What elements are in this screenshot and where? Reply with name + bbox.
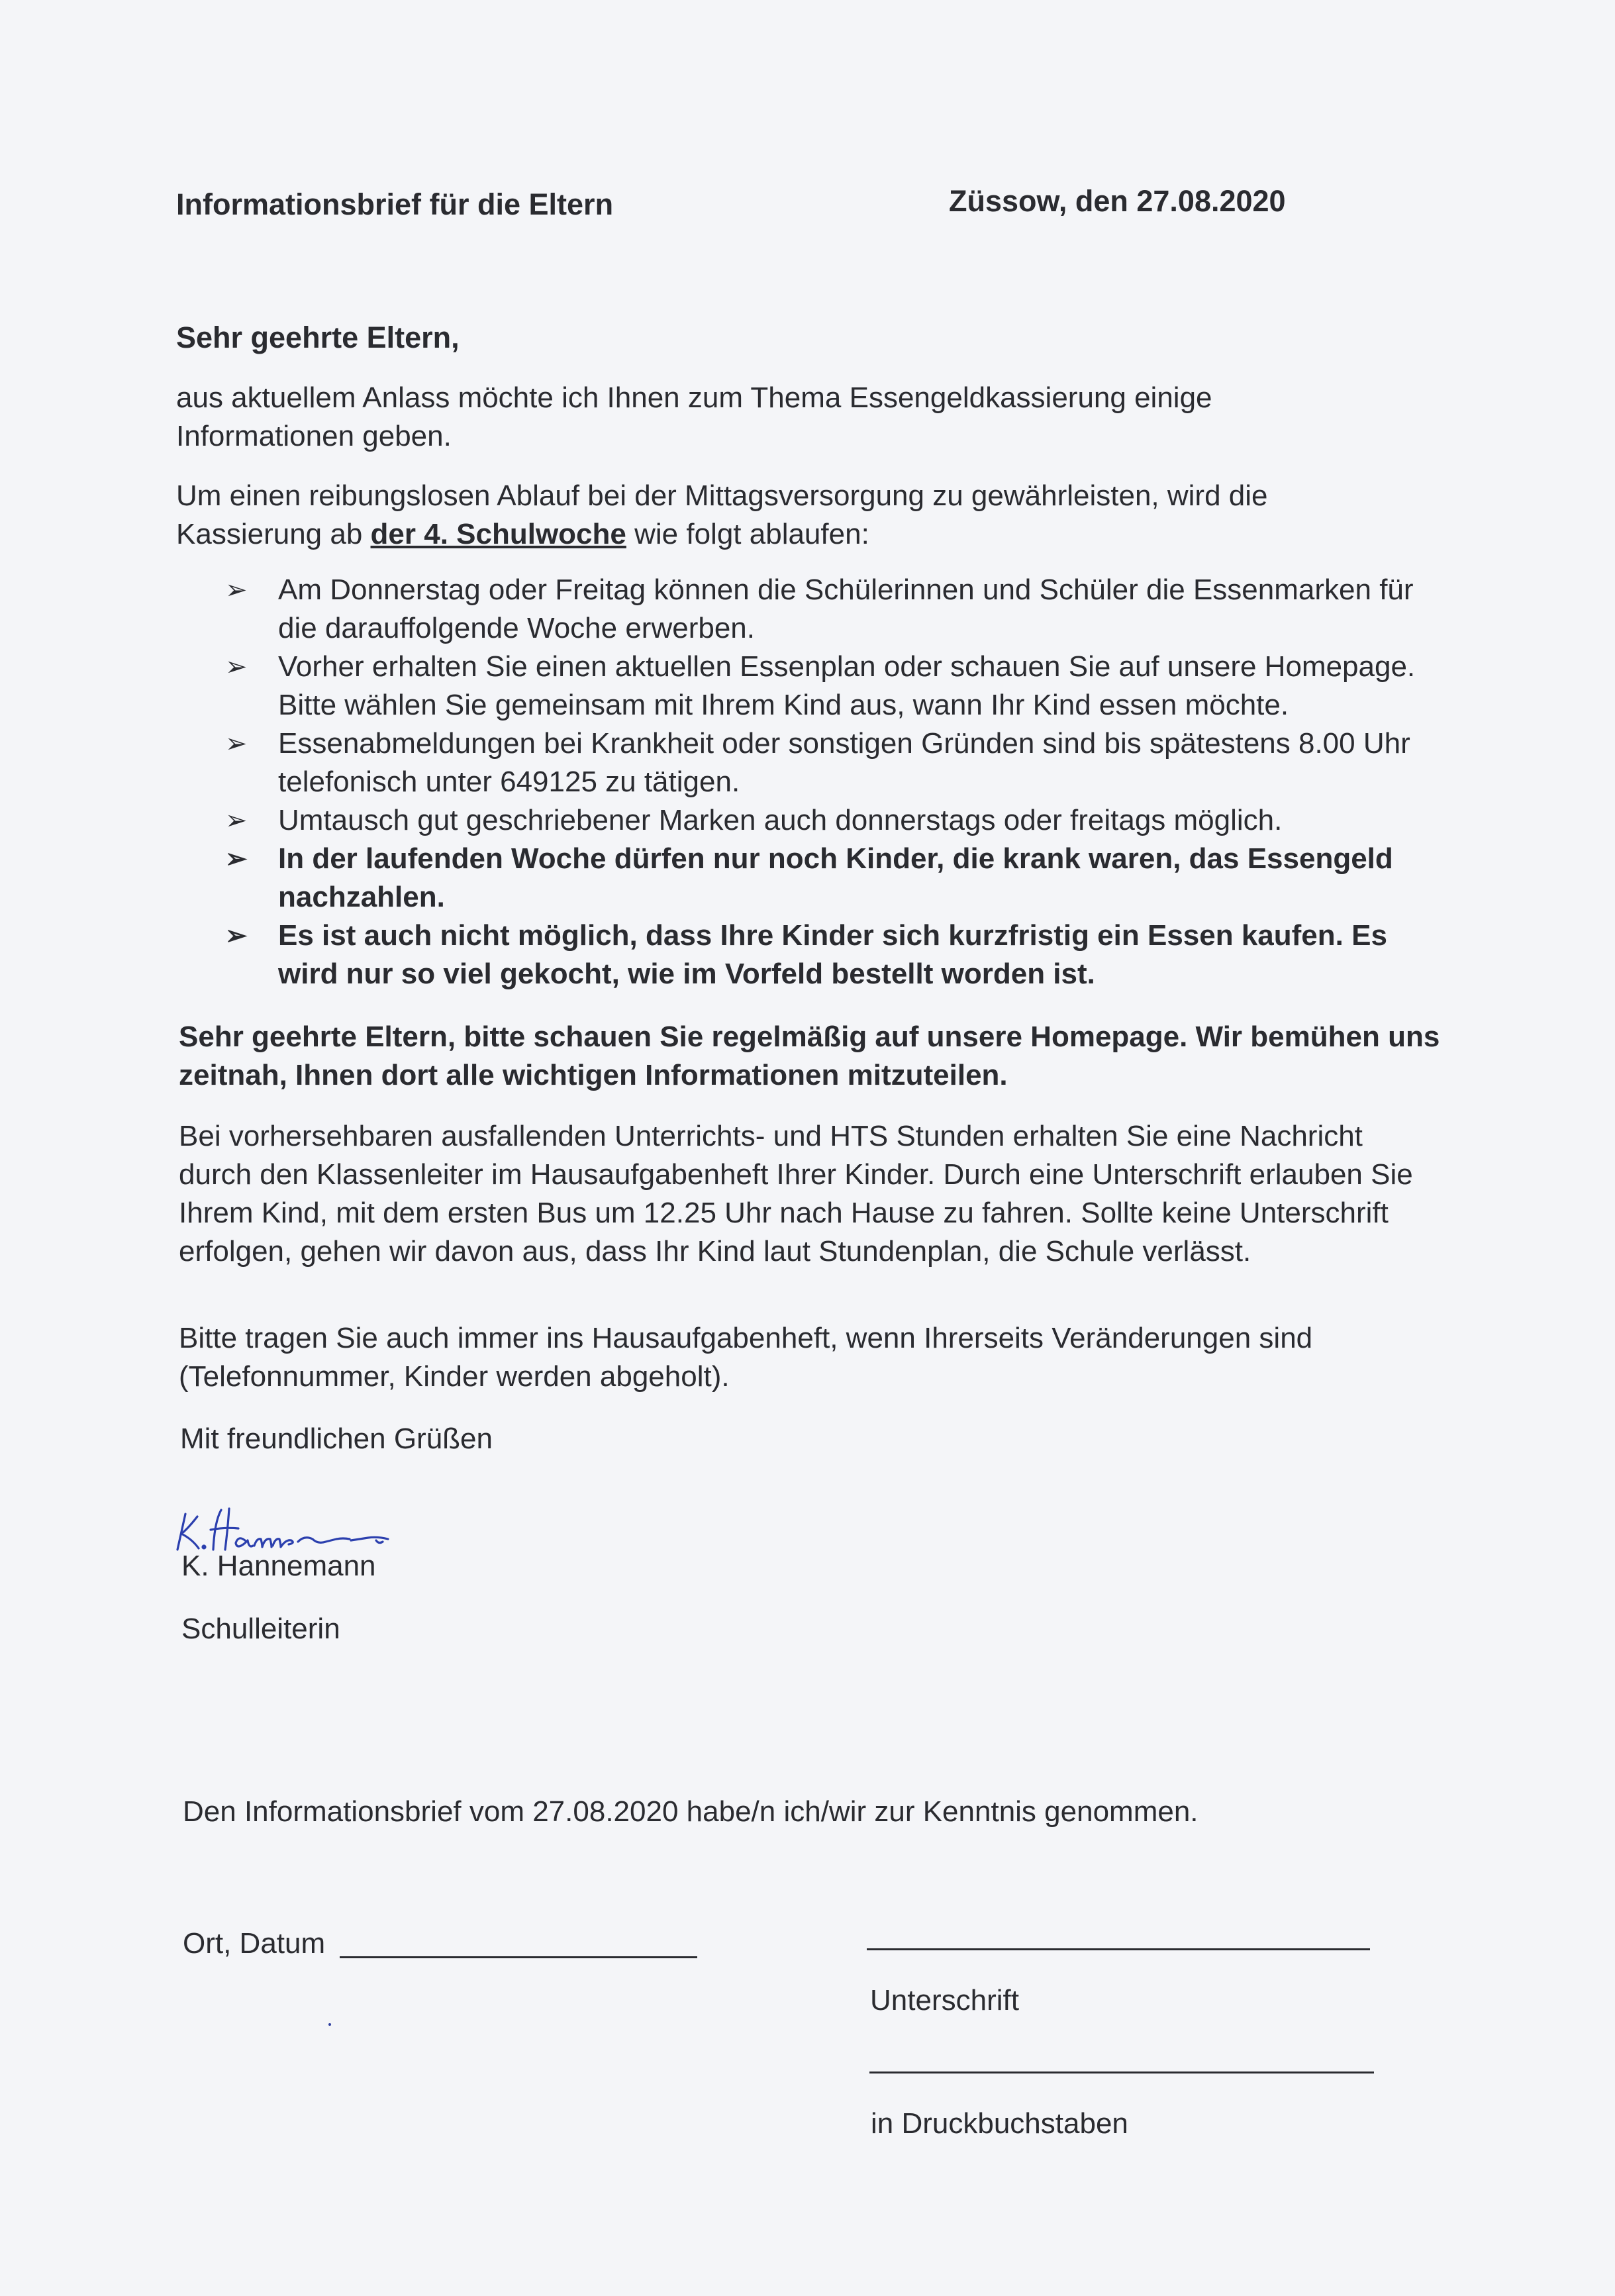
salutation: Sehr geehrte Eltern, <box>176 321 460 354</box>
procedure-text-end: wie folgt ablaufen: <box>634 518 869 550</box>
list-item-text: Am Donnerstag oder Freitag können die Schülerinnen und Schüler die Essenmarken für die darauffolgende Woche erwerben. <box>278 574 1414 644</box>
lessons-paragraph: Bei vorhersehbaren ausfallenden Unterrichts- und HTS Stunden erhalten Sie eine Nachricht durch den Klassenleiter im Hausaufgabenheft Ihrer Kinder. Durch eine Unterschrift erlauben Sie Ihrem Kind, mit dem ersten Bus um 12.25 Uhr nach Hause zu fahren. Sollte keine Unterschrift erfolgen, gehen wir davon aus, dass Ihr Kind laut Stundenplan, die Schule verlässt. <box>179 1120 1413 1268</box>
list-item-text: Es ist auch nicht möglich, dass Ihre Kinder sich kurzfristig ein Essen kaufen. Es wird nur so viel gekocht, wie im Vorfeld bestellt worden ist. <box>278 919 1387 990</box>
acknowledgement-statement: Den Informationsbrief vom 27.08.2020 habe/n ich/wir zur Kenntnis genommen. <box>183 1795 1199 1828</box>
signatory-role: Schulleiterin <box>181 1613 340 1645</box>
list-item <box>225 917 1430 993</box>
arrow-bullet-icon: ➢ <box>225 844 248 873</box>
block-letters-line <box>869 2071 1374 2073</box>
arrow-bullet-icon: ➢ <box>225 921 248 950</box>
block-letters-label: in Druckbuchstaben <box>871 2107 1128 2140</box>
list-item-text: In der laufenden Woche dürfen nur noch Kinder, die krank waren, das Essengeld nachzahlen. <box>278 842 1393 913</box>
closing-greeting: Mit freundlichen Grüßen <box>180 1423 493 1455</box>
procedure-list <box>225 571 1430 993</box>
changes-paragraph: Bitte tragen Sie auch immer ins Hausaufgabenheft, wenn Ihrerseits Veränderungen sind (Telefonnummer, Kinder werden abgeholt). <box>179 1322 1313 1393</box>
arrow-bullet-icon: ➢ <box>225 652 248 681</box>
list-item <box>225 724 1430 801</box>
arrow-bullet-icon: ➢ <box>225 575 248 605</box>
scan-speck <box>328 2023 331 2026</box>
arrow-bullet-icon: ➢ <box>225 806 248 835</box>
procedure-text-start: Um einen reibungslosen Ablauf bei der Mittagsversorgung zu gewährleisten, wird die Kassierung ab <box>176 479 1268 550</box>
list-item <box>225 571 1430 648</box>
list-item <box>225 840 1430 917</box>
intro-paragraph: aus aktuellem Anlass möchte ich Ihnen zum Thema Essengeldkassierung einige Informationen geben. <box>176 381 1212 452</box>
letter-title: Informationsbrief für die Eltern <box>176 187 614 221</box>
list-item <box>225 648 1430 724</box>
arrow-bullet-icon: ➢ <box>225 729 248 758</box>
place-date-line <box>340 1956 697 1958</box>
procedure-emphasis: der 4. Schulwoche <box>370 518 626 550</box>
procedure-paragraph <box>176 477 1348 554</box>
place-date-label: Ort, Datum <box>183 1927 326 1960</box>
homepage-notice: Sehr geehrte Eltern, bitte schauen Sie regelmäßig auf unsere Homepage. Wir bemühen uns zeitnah, Ihnen dort alle wichtigen Informationen mitzuteilen. <box>179 1021 1440 1091</box>
list-item-text: Vorher erhalten Sie einen aktuellen Essenplan oder schauen Sie auf unsere Homepage. Bitte wählen Sie gemeinsam mit Ihrem Kind aus, wann Ihr Kind essen möchte. <box>278 650 1416 721</box>
signature-line <box>867 1948 1370 1950</box>
signatory-name: K. Hannemann <box>181 1550 376 1582</box>
list-item <box>225 801 1430 840</box>
signature-label: Unterschrift <box>870 1984 1019 2017</box>
list-item-text: Umtausch gut geschriebener Marken auch donnerstags oder freitags möglich. <box>278 804 1283 836</box>
list-item-text: Essenabmeldungen bei Krankheit oder sonstigen Gründen sind bis spätestens 8.00 Uhr telefonisch unter 649125 zu tätigen. <box>278 727 1410 798</box>
place-date: Züssow, den 27.08.2020 <box>949 184 1286 218</box>
